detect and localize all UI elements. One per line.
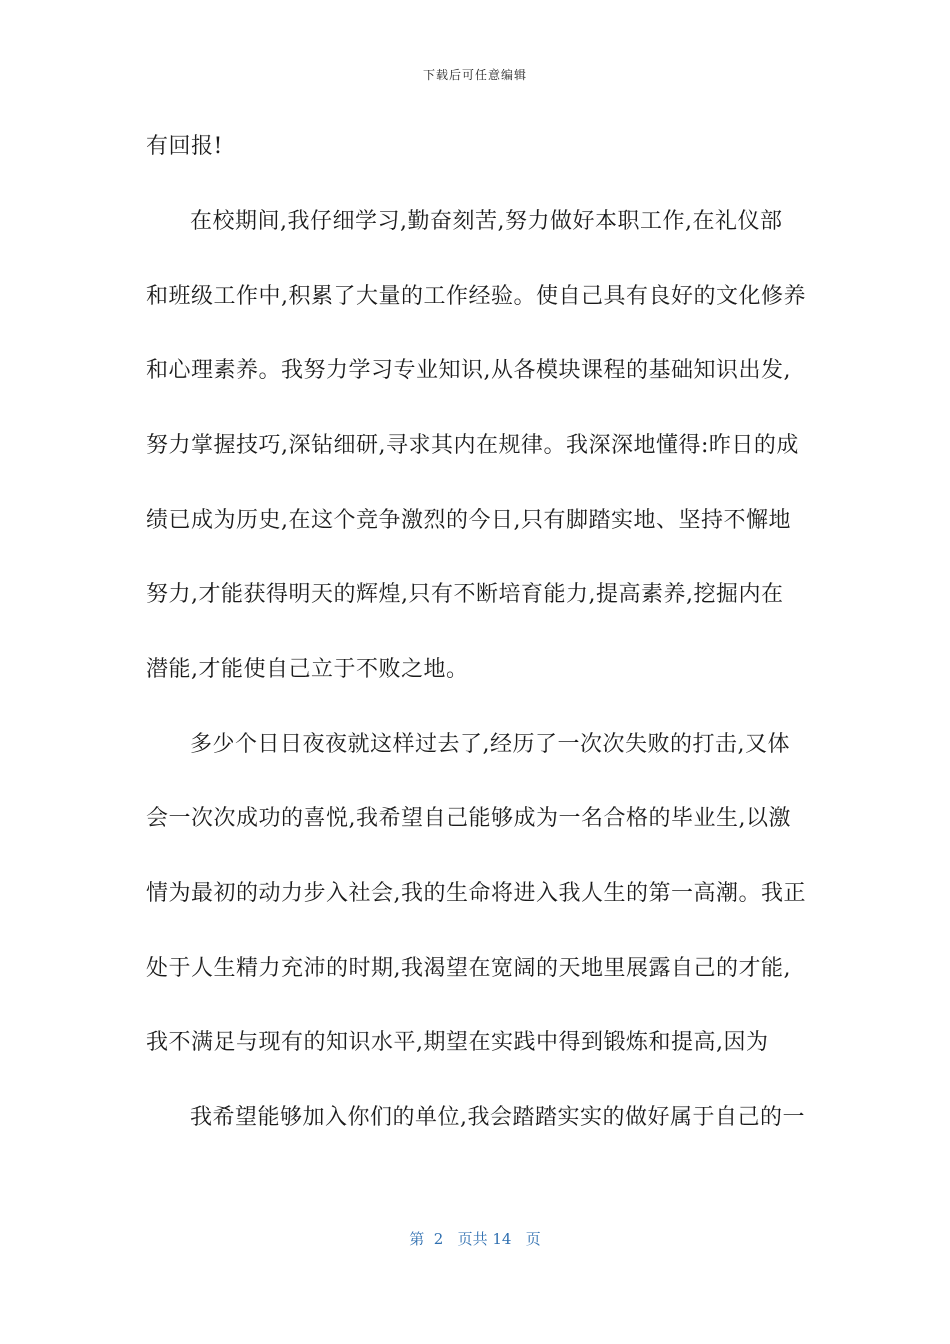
text-line: 努力,才能获得明天的辉煌,只有不断培育能力,提高素养,挖掘内在 bbox=[146, 582, 784, 607]
text-line: 会一次次成功的喜悦,我希望自己能够成为一名合格的毕业生,以激 bbox=[146, 806, 791, 831]
text-line: 和班级工作中,积累了大量的工作经验。使自己具有良好的文化修养 bbox=[146, 284, 806, 309]
page-header: 下载后可任意编辑 bbox=[422, 68, 527, 82]
text-line: 有回报! bbox=[146, 134, 223, 159]
text-line: 绩已成为历史,在这个竞争激烈的今日,只有脚踏实地、坚持不懈地 bbox=[146, 508, 791, 533]
text-line: 处于人生精力充沛的时期,我渴望在宽阔的天地里展露自己的才能, bbox=[146, 956, 791, 981]
page-number-footer: 第 2 页共 14 页 bbox=[409, 1230, 541, 1248]
text-line: 努力掌握技巧,深钻细研,寻求其内在规律。我深深地懂得:昨日的成 bbox=[146, 433, 799, 458]
text-line: 我不满足与现有的知识水平,期望在实践中得到锻炼和提高,因为 bbox=[146, 1030, 769, 1055]
text-line: 潜能,才能使自己立于不败之地。 bbox=[146, 657, 469, 682]
text-line: 和心理素养。我努力学习专业知识,从各模块课程的基础知识出发, bbox=[146, 358, 791, 383]
text-line: 多少个日日夜夜就这样过去了,经历了一次次失败的打击,又体 bbox=[190, 732, 790, 757]
text-line: 情为最初的动力步入社会,我的生命将进入我人生的第一高潮。我正 bbox=[146, 881, 806, 906]
text-line: 在校期间,我仔细学习,勤奋刻苦,努力做好本职工作,在礼仪部 bbox=[190, 209, 783, 234]
text-line: 我希望能够加入你们的单位,我会踏踏实实的做好属于自己的一 bbox=[190, 1105, 805, 1130]
